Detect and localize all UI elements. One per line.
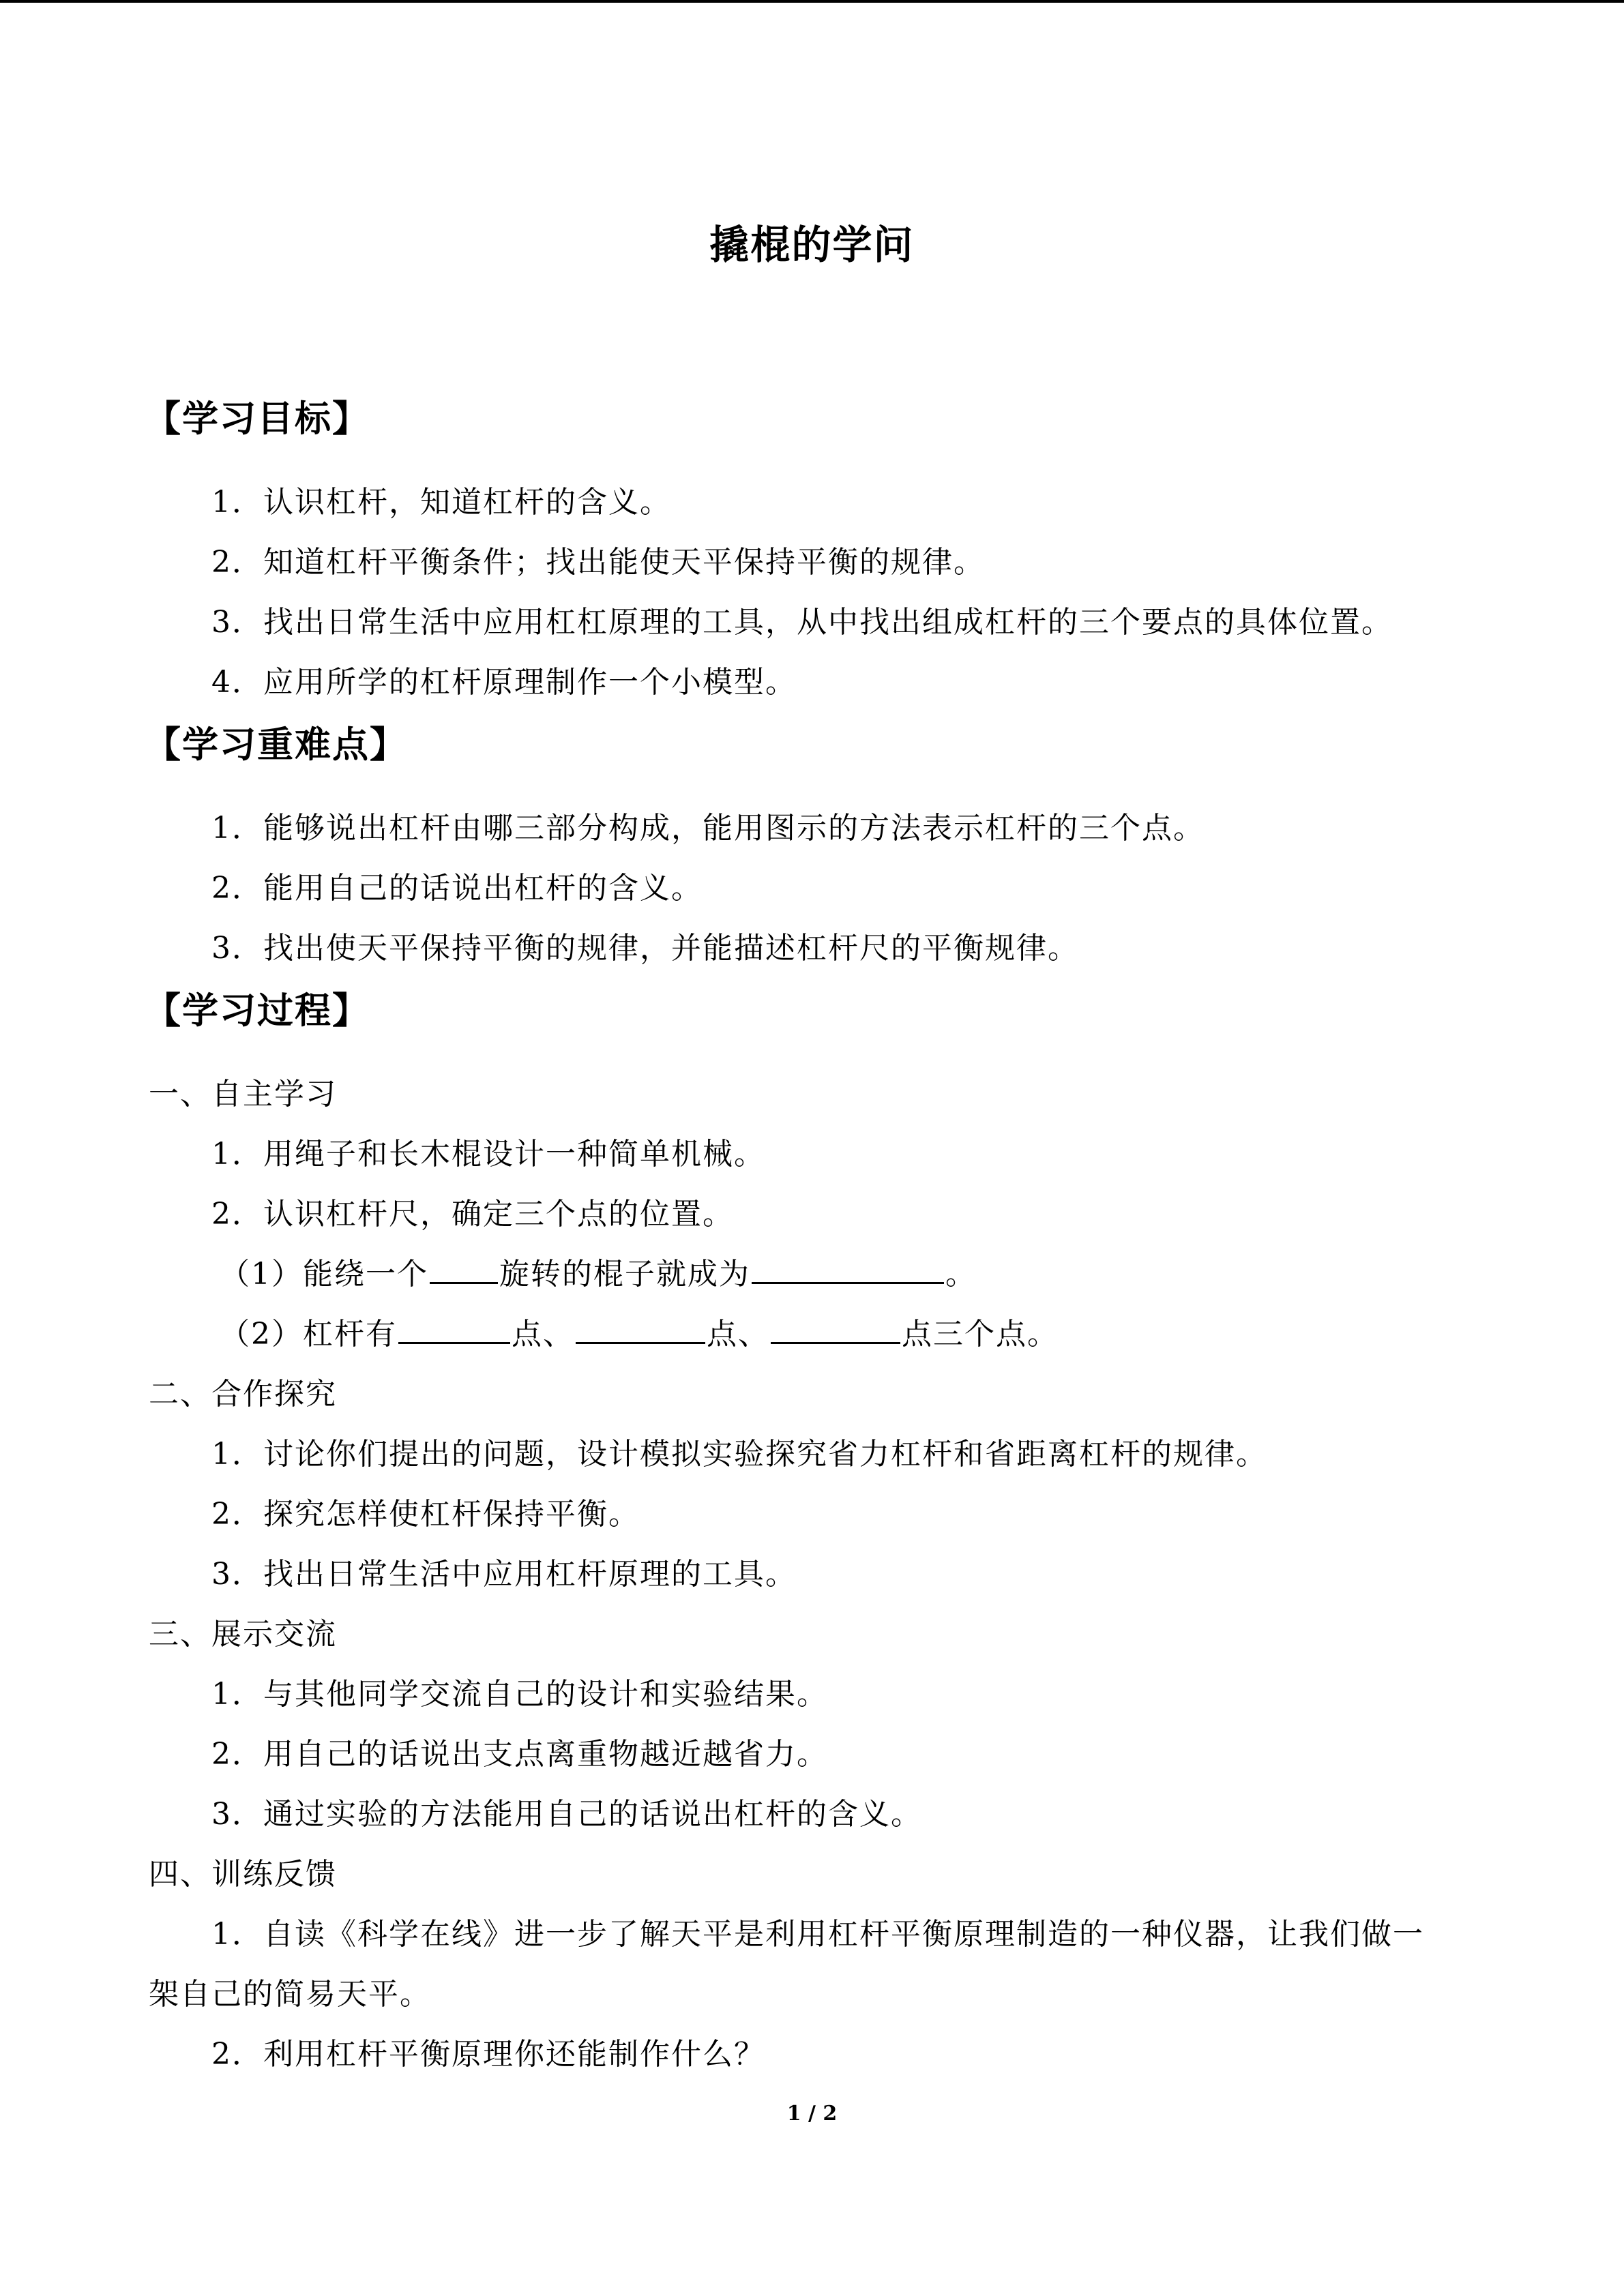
answer-blank-point-1[interactable] — [398, 1315, 510, 1344]
cooperate-item-1: 1．讨论你们提出的问题，设计模拟实验探究省力杠杆和省距离杠杆的规律。 — [211, 1437, 1267, 1472]
keypoint-item-1: 1．能够说出杠杆由哪三部分构成，能用图示的方法表示杠杆的三个点。 — [211, 811, 1205, 846]
fill-blank-line-1 — [220, 1249, 977, 1293]
showcase-item-2: 2．用自己的话说出支点离重物越近越省力。 — [211, 1737, 828, 1772]
part-title-self-study: 一、自主学习 — [149, 1077, 337, 1112]
answer-blank-point-3[interactable] — [771, 1315, 900, 1344]
fill-text-1b: 旋转的棍子就成为 — [499, 1257, 750, 1292]
self-study-item-2: 2．认识杠杆尺，确定三个点的位置。 — [211, 1197, 734, 1232]
page-title: 撬棍的学问 — [709, 222, 915, 268]
fill-blank-line-2 — [220, 1309, 1059, 1353]
goal-item-1: 1．认识杠杆，知道杠杆的含义。 — [211, 485, 671, 520]
answer-blank-point-2[interactable] — [576, 1315, 705, 1344]
keypoint-item-3: 3．找出使天平保持平衡的规律，并能描述杠杆尺的平衡规律。 — [211, 931, 1079, 966]
cooperate-item-3: 3．找出日常生活中应用杠杆原理的工具。 — [211, 1557, 797, 1592]
top-border-rule — [0, 0, 1624, 3]
goal-item-3: 3．找出日常生活中应用杠杠原理的工具，从中找出组成杠杆的三个要点的具体位置。 — [211, 605, 1393, 640]
fill-text-2a: （2）杠杆有 — [220, 1317, 397, 1352]
feedback-item-2: 2．利用杠杆平衡原理你还能制作什么？ — [211, 2037, 765, 2072]
fill-text-1c: 。 — [945, 1257, 977, 1292]
goal-item-2: 2．知道杠杆平衡条件；找出能使天平保持平衡的规律。 — [211, 545, 985, 580]
section-heading-process: 【学习过程】 — [145, 989, 370, 1032]
answer-blank-pivot[interactable] — [430, 1255, 498, 1284]
fill-text-2b: 点、 — [512, 1317, 574, 1352]
fill-text-2d: 点三个点。 — [902, 1317, 1059, 1352]
feedback-item-1-line-1: 1．自读《科学在线》进一步了解天平是利用杠杆平衡原理制造的一种仪器，让我们做一 — [211, 1917, 1424, 1952]
feedback-item-1-line-2: 架自己的简易天平。 — [149, 1977, 431, 2012]
fill-text-2c: 点、 — [707, 1317, 769, 1352]
showcase-item-3: 3．通过实验的方法能用自己的话说出杠杆的含义。 — [211, 1797, 922, 1832]
part-title-showcase: 三、展示交流 — [149, 1617, 337, 1652]
answer-blank-lever[interactable] — [752, 1255, 944, 1284]
page-number: 1 / 2 — [786, 2102, 838, 2126]
goal-item-4: 4．应用所学的杠杆原理制作一个小模型。 — [211, 665, 797, 700]
fill-text-1a: （1）能绕一个 — [220, 1257, 428, 1292]
keypoint-item-2: 2．能用自己的话说出杠杆的含义。 — [211, 871, 703, 906]
showcase-item-1: 1．与其他同学交流自己的设计和实验结果。 — [211, 1677, 828, 1712]
part-title-feedback: 四、训练反馈 — [149, 1857, 337, 1892]
part-title-cooperate: 二、合作探究 — [149, 1377, 337, 1412]
section-heading-goals: 【学习目标】 — [145, 398, 370, 440]
section-heading-keypoints: 【学习重难点】 — [145, 724, 407, 766]
self-study-item-1: 1．用绳子和长木棍设计一种简单机械。 — [211, 1137, 765, 1172]
cooperate-item-2: 2．探究怎样使杠杆保持平衡。 — [211, 1497, 640, 1532]
